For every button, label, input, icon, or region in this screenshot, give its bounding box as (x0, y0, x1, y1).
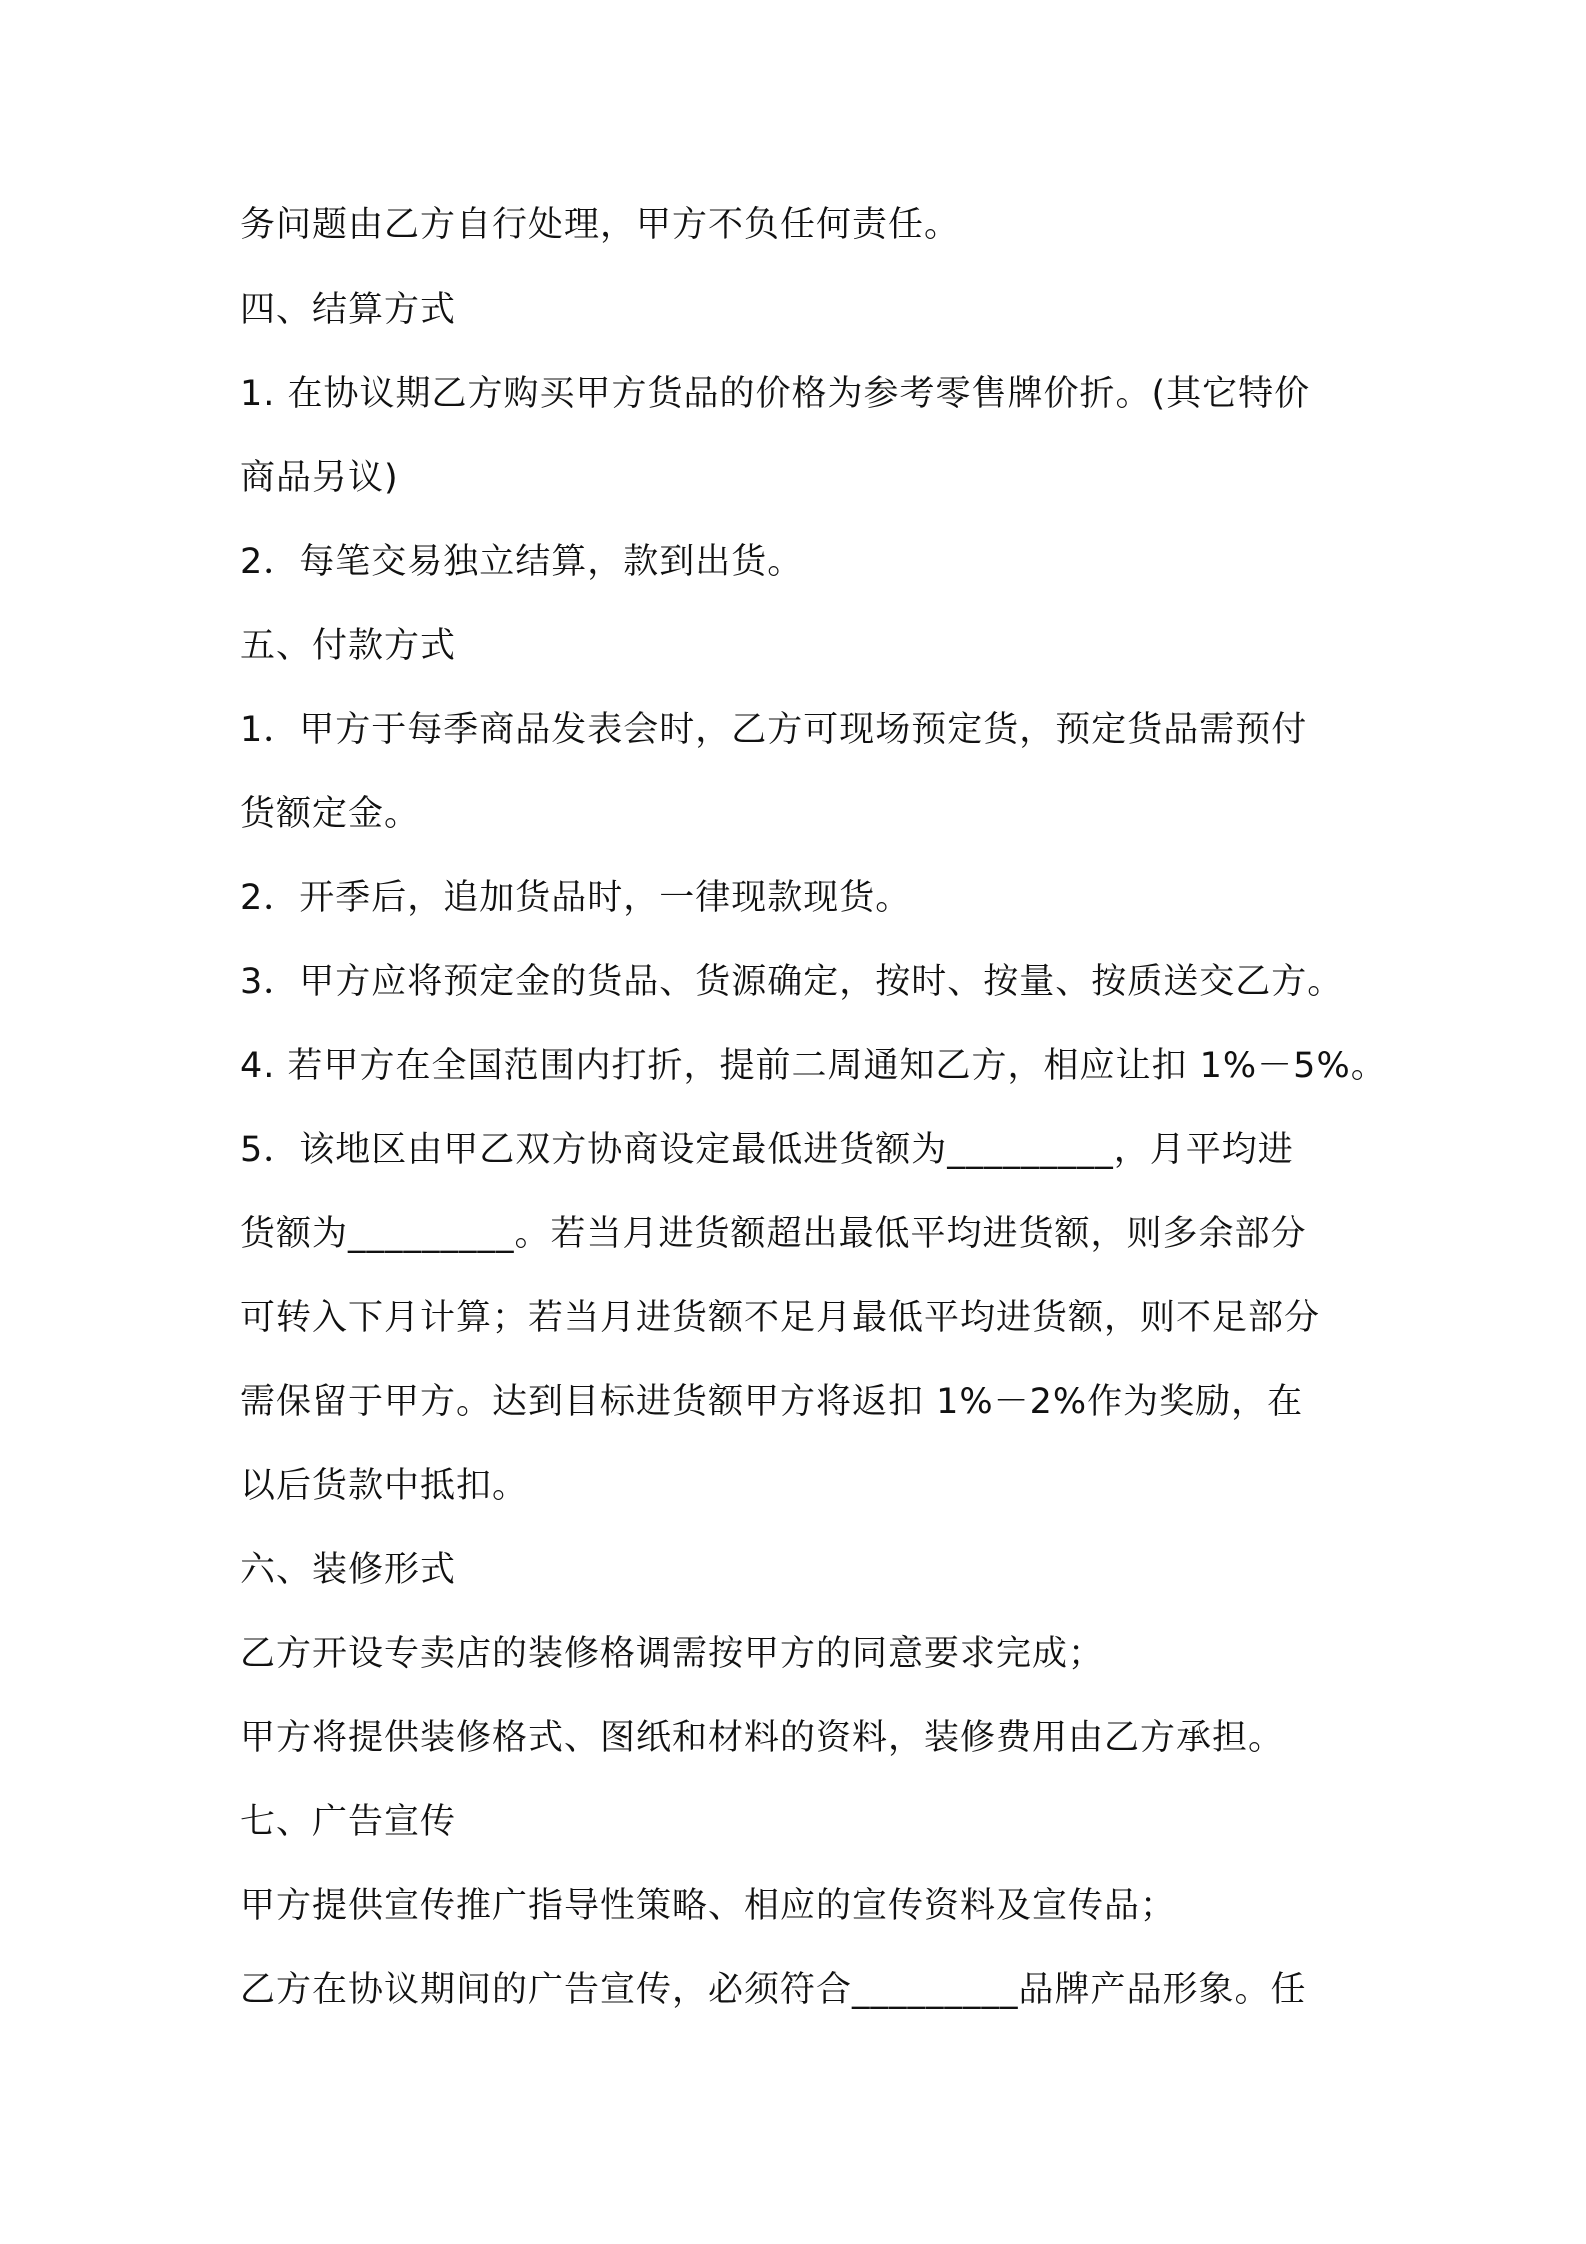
text-line-12: 5．该地区由甲乙双方协商设定最低进货额为_________，月平均进 (240, 1130, 1294, 1170)
section-heading-decoration: 六、装修形式 (240, 1550, 457, 1590)
text-line-10: 3．甲方应将预定金的货品、货源确定，按时、按量、按质送交乙方。 (240, 962, 1344, 1002)
text-line-1: 务问题由乙方自行处理，甲方不负任何责任。 (240, 205, 961, 245)
text-line-9: 2．开季后，追加货品时，一律现款现货。 (240, 878, 912, 918)
text-line-15: 需保留于甲方。达到目标进货额甲方将返扣 1%－2%作为奖励，在 (240, 1382, 1304, 1422)
section-heading-payment: 五、付款方式 (240, 626, 457, 666)
text-line-7: 1．甲方于每季商品发表会时，乙方可现场预定货，预定货品需预付 (240, 710, 1308, 750)
text-line-4: 商品另议) (240, 458, 399, 498)
text-line-19: 甲方将提供装修格式、图纸和材料的资料，装修费用由乙方承担。 (240, 1718, 1285, 1758)
text-line-14: 可转入下月计算；若当月进货额不足月最低平均进货额，则不足部分 (240, 1298, 1321, 1338)
text-line-18: 乙方开设专卖店的装修格调需按甲方的同意要求完成； (240, 1634, 1105, 1674)
text-line-11: 4. 若甲方在全国范围内打折，提前二周通知乙方，相应让扣 1%－5%。 (240, 1046, 1387, 1086)
text-line-3: 1. 在协议期乙方购买甲方货品的价格为参考零售牌价折。(其它特价 (240, 374, 1311, 414)
text-line-5: 2．每笔交易独立结算，款到出货。 (240, 542, 804, 582)
text-line-22: 乙方在协议期间的广告宣传，必须符合_________品牌产品形象。任 (240, 1970, 1307, 2010)
section-heading-settlement: 四、结算方式 (240, 290, 457, 330)
text-line-13: 货额为_________。若当月进货额超出最低平均进货额，则多余部分 (240, 1214, 1307, 1254)
text-line-21: 甲方提供宣传推广指导性策略、相应的宣传资料及宣传品； (240, 1886, 1177, 1926)
section-heading-advertising: 七、广告宣传 (240, 1802, 457, 1842)
text-line-16: 以后货款中抵扣。 (240, 1466, 529, 1506)
text-line-8: 货额定金。 (240, 794, 421, 834)
